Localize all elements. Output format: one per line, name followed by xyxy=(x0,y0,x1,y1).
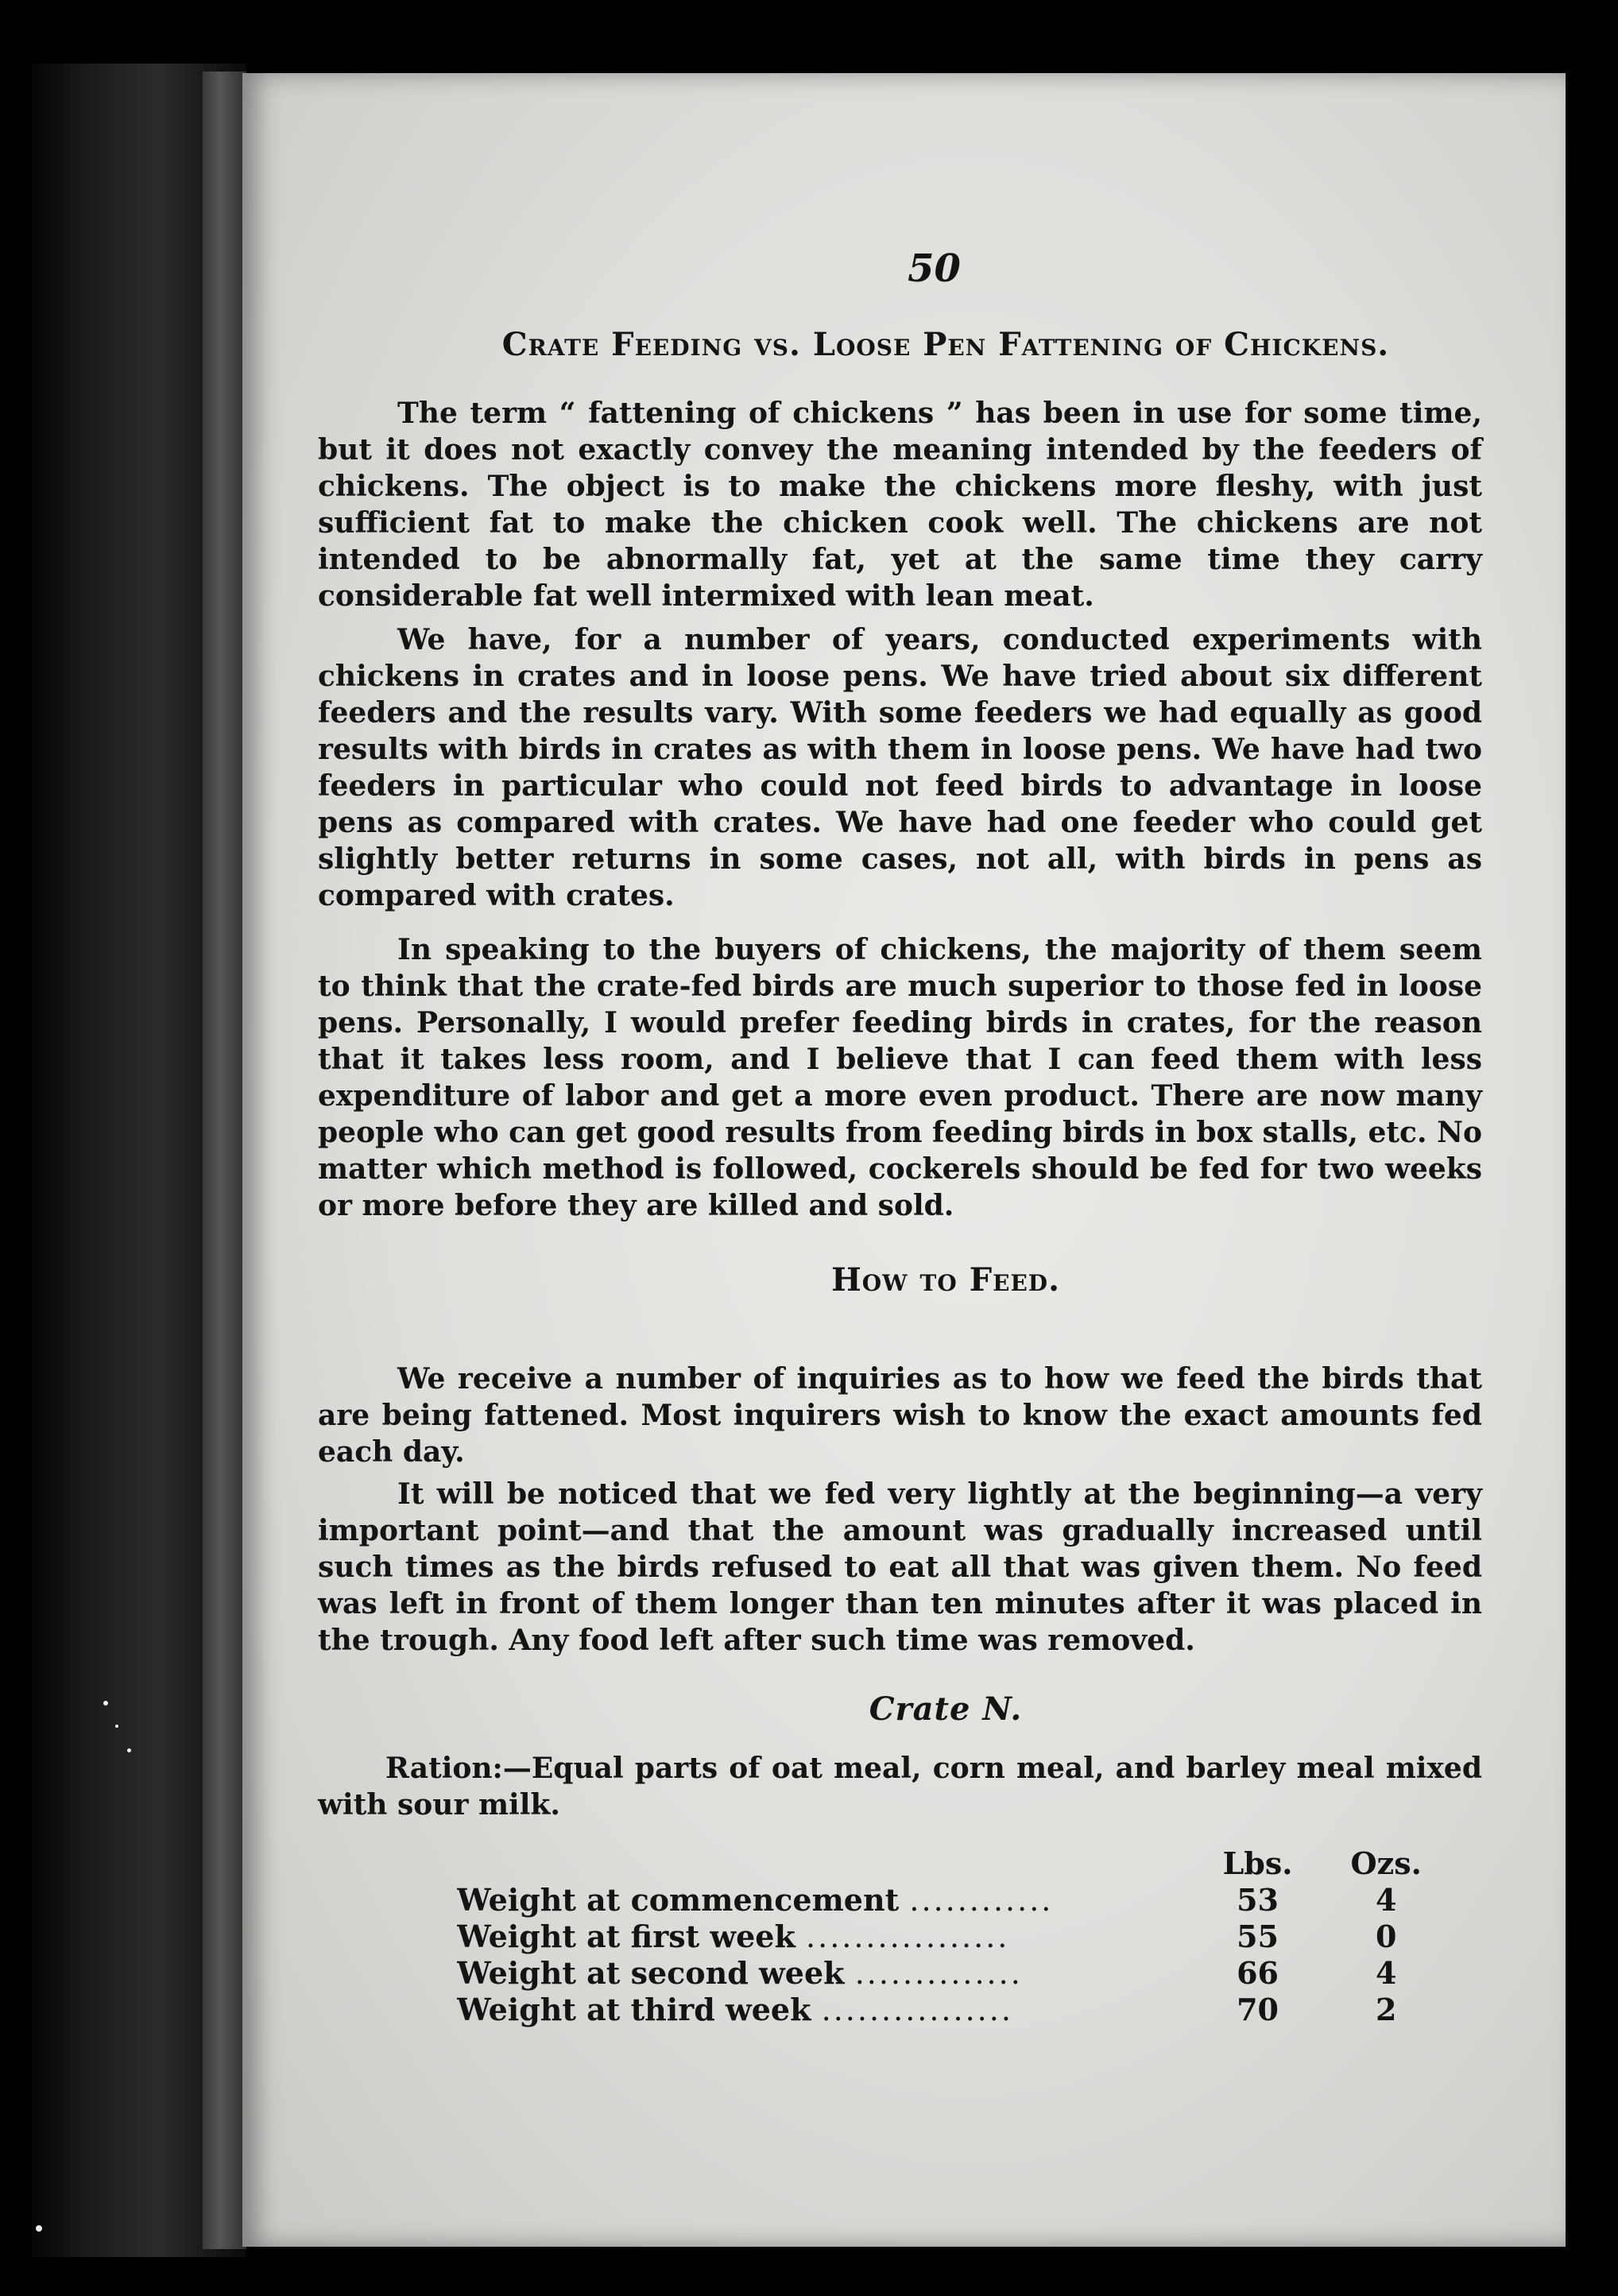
weights-header-blank xyxy=(457,1845,1194,1882)
weight-ozs-value: 4 xyxy=(1375,1955,1397,1991)
leader-dots: ................. xyxy=(806,1919,1010,1954)
dust-speck xyxy=(36,2225,42,2232)
weight-row-label xyxy=(457,1918,1194,1955)
weight-label-text: Weight at commencement xyxy=(457,1882,900,1918)
leader-dots: ................ xyxy=(821,1992,1013,2027)
weight-label-text: Weight at second week xyxy=(457,1955,845,1991)
weight-label-text: Weight at first week xyxy=(457,1918,795,1954)
section-heading-how-to-feed: How to Feed. xyxy=(831,1261,1060,1299)
ration-description: Ration:—Equal parts of oat meal, corn meal, and barley meal mixed with sour milk. xyxy=(318,1752,1482,1822)
leader-dots: ............ xyxy=(909,1883,1054,1918)
table-row xyxy=(457,1955,1450,1992)
weights-table xyxy=(457,1845,1450,2028)
weight-lbs-value: 55 xyxy=(1237,1918,1279,1954)
weights-table-header-row xyxy=(457,1845,1450,1882)
weight-row-label xyxy=(457,1882,1194,1918)
dust-speck xyxy=(127,1748,131,1752)
book-binding-edge xyxy=(203,72,246,2249)
weight-label-text: Weight at third week xyxy=(457,1992,811,2027)
leader-dots: .............. xyxy=(854,1956,1023,1991)
paragraph-experiments: We have, for a number of years, conducted experiments with chickens in crates and in loose pens. We have tried about six different feeders and the results vary. With some feeders we had equally as good results with birds in crates as with them in loose pens. We have had two feeders in particular who could not feed birds to advantage in loose pens as compared with crates. We have had one feeder who could get slightly better returns in some cases, not all, with birds in pens as compared with crates. xyxy=(318,623,1482,912)
dust-speck xyxy=(103,1701,108,1706)
paragraph-fattening-term: The term “ fattening of chickens ” has been in use for some time, but it does not exactly convey the meaning intended by the feeders of chickens. The object is to make the chickens more fleshy, with just sufficient fat to make the chicken cook well. The chickens are not intended to be abnormally fat, yet at the same time they carry considerable fat well intermixed with lean meat. xyxy=(318,397,1482,613)
weight-lbs-value: 53 xyxy=(1237,1882,1279,1918)
table-row xyxy=(457,1992,1450,2028)
subheading-crate-n: Crate N. xyxy=(869,1690,1023,1728)
table-row xyxy=(457,1918,1450,1955)
paragraph-buyers-opinion: In speaking to the buyers of chickens, the majority of them seem to think that the crate-fed birds are much superior to those fed in loose pens. Personally, I would prefer feeding birds in crates, for the reason that it takes less room, and I believe that I can feed them with less expenditure of labor and get a more even product. There are now many people who can get good results from feeding birds in box stalls, etc. No matter which method is followed, cockerels should be fed for two weeks or more before they are killed and sold. xyxy=(318,933,1482,1222)
weight-ozs-value: 0 xyxy=(1375,1918,1397,1954)
weight-row-label xyxy=(457,1955,1194,1992)
table-row xyxy=(457,1882,1450,1918)
weights-header-lbs: Lbs. xyxy=(1222,1845,1293,1881)
weight-lbs-value: 70 xyxy=(1237,1992,1279,2027)
dust-speck xyxy=(115,1725,118,1728)
weight-lbs-value: 66 xyxy=(1237,1955,1279,1991)
page-number: 50 xyxy=(908,246,961,291)
paragraph-inquiries: We receive a number of inquiries as to how we feed the birds that are being fattened. Most inquirers wish to know the exact amounts fed each day. xyxy=(318,1362,1482,1469)
book-page xyxy=(242,73,1566,2247)
paragraph-feeding-method: It will be noticed that we fed very lightly at the beginning—a very important point—and that the amount was gradually increased until such times as the birds refused to eat all that was given them. No feed was left in front of them longer than ten minutes after it was placed in the trough. Any food left after such time was removed. xyxy=(318,1477,1482,1657)
weight-ozs-value: 2 xyxy=(1375,1992,1397,2027)
weight-ozs-value: 4 xyxy=(1375,1882,1397,1918)
weight-row-label xyxy=(457,1992,1194,2028)
section-heading-crate-vs-loose-pen: Crate Feeding vs. Loose Pen Fattening of Chickens. xyxy=(501,326,1390,363)
weights-header-ozs: Ozs. xyxy=(1350,1845,1422,1881)
